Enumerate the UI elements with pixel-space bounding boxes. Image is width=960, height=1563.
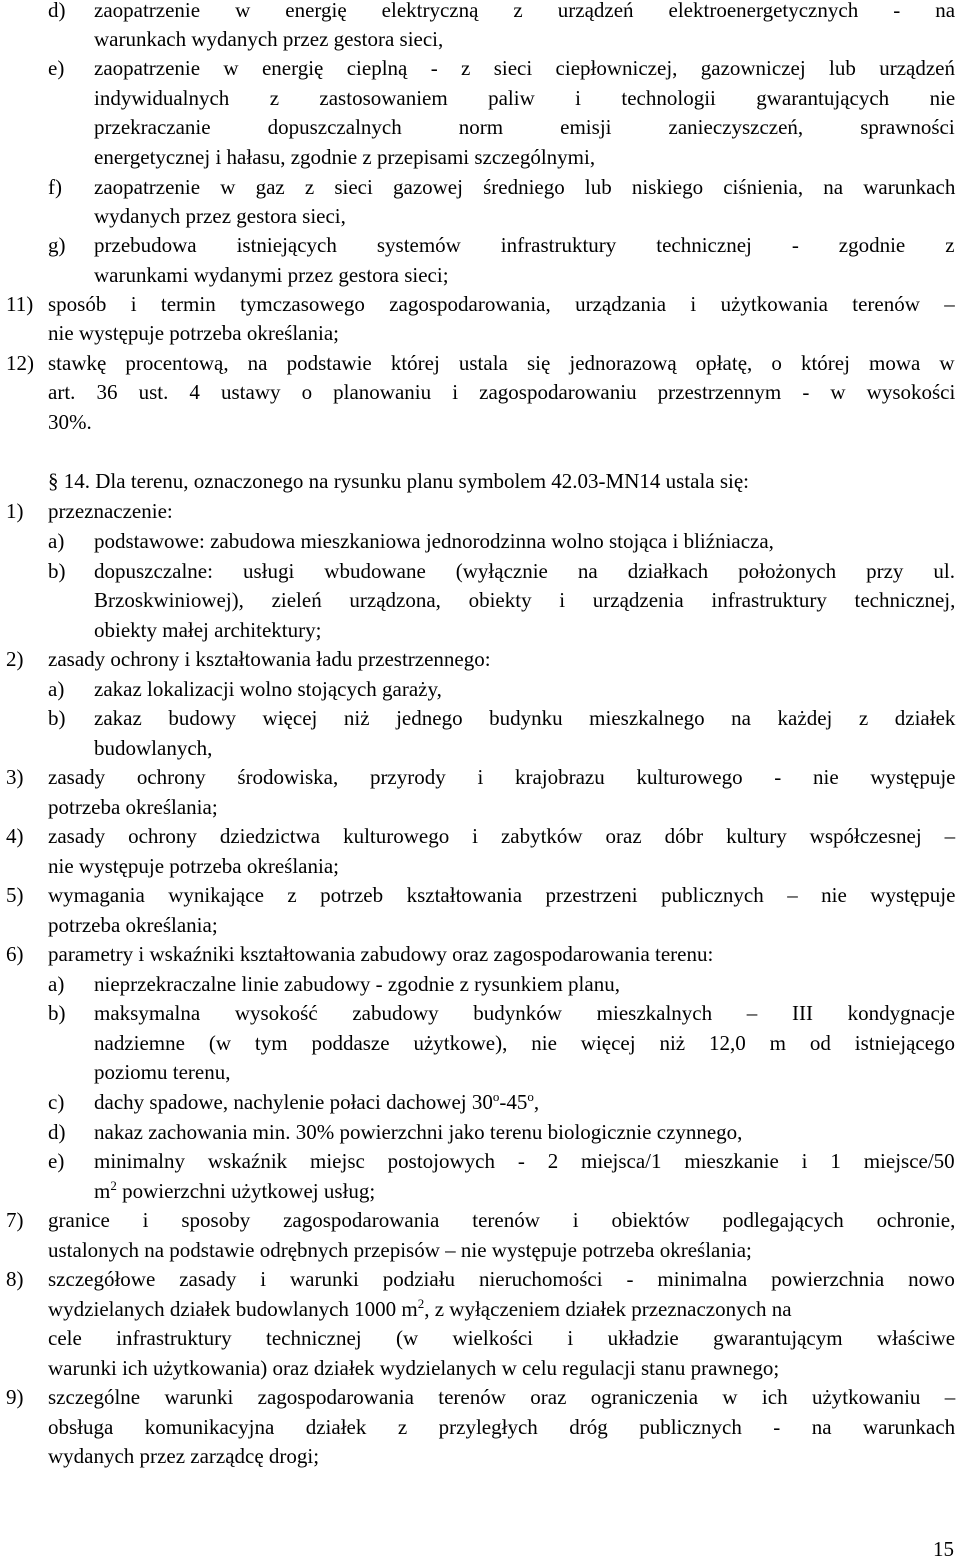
text-line: warunkach wydanych przez gestora sieci, [94, 27, 444, 51]
text-fragment: powierzchni użytkowej usług; [116, 1179, 376, 1203]
item-label: 5) [6, 883, 24, 907]
text-line: stawkę procentową, na podstawie której ustala się jednorazową opłatę, o której mowa w [48, 351, 955, 375]
text-line: nie występuje potrzeba określania; [48, 854, 339, 878]
text-line [94, 1177, 375, 1206]
item-label: b) [48, 1001, 66, 1025]
text-line: 30%. [48, 410, 92, 434]
text-line: potrzeba określania; [48, 795, 218, 819]
text-line: zaopatrzenie w energię elektryczną z urządzeń elektroenergetycznych - na [94, 0, 956, 22]
text-line: zasady ochrony środowiska, przyrody i krajobrazu kulturowego - nie występuje [48, 765, 956, 789]
text-line: szczegółowe zasady i warunki podziału nieruchomości - minimalna powierzchnia nowo [48, 1267, 955, 1291]
item-label: 7) [6, 1208, 24, 1232]
item-label: 4) [6, 824, 24, 848]
text-fragment: , [533, 1090, 540, 1114]
text-line: wymagania wynikające z potrzeb kształtowania przestrzeni publicznych – nie występuje [48, 883, 956, 907]
item-label: 2) [6, 647, 24, 671]
page-number: 15 [933, 1537, 954, 1561]
item-label: 1) [6, 499, 24, 523]
text-line: maksymalna wysokość zabudowy budynków mieszkalnych – III kondygnacje [94, 1001, 955, 1025]
text-line: sposób i termin tymczasowego zagospodarowania, urządzania i użytkowania terenów – [48, 292, 955, 316]
text-line: podstawowe: zabudowa mieszkaniowa jednorodzinna wolno stojąca i bliźniacza, [94, 529, 774, 553]
text-line: energetycznej i hałasu, zgodnie z przepisami szczególnymi, [94, 145, 596, 169]
text-line [94, 1088, 539, 1117]
text-line: minimalny wskaźnik miejsc postojowych - 2 miejsca/1 mieszkanie i 1 miejsce/50 [94, 1149, 955, 1173]
text-line: zaopatrzenie w energię cieplną - z sieci ciepłowniczej, gazowniczej lub urządzeń [94, 56, 955, 80]
text-line: zasady ochrony i kształtowania ładu przestrzennego: [48, 647, 491, 671]
text-line: wydanych przez zarządcę drogi; [48, 1444, 320, 1468]
text-fragment: , z wyłączeniem działek przeznaczonych na [424, 1297, 792, 1321]
text-line: wydanych przez gestora sieci, [94, 204, 346, 228]
degree-superscript: o [527, 1089, 534, 1104]
text-line: nieprzekraczalne linie zabudowy - zgodnie z rysunkiem planu, [94, 972, 620, 996]
text-line: obsługa komunikacyjna działek z przyległych dróg publicznych - na warunkach [48, 1415, 956, 1439]
item-label: e) [48, 1149, 65, 1173]
text-line: cele infrastruktury technicznej (w wielkości i układzie gwarantującym właściwe [48, 1326, 956, 1350]
text-line: obiekty małej architektury; [94, 618, 322, 642]
item-label: 6) [6, 942, 24, 966]
degree-superscript: o [492, 1089, 500, 1104]
item-label: 9) [6, 1385, 24, 1409]
text-line: przebudowa istniejących systemów infrastruktury technicznej - zgodnie z [94, 233, 955, 257]
item-label: b) [48, 559, 66, 583]
item-label: 11) [6, 292, 34, 316]
text-line: poziomu terenu, [94, 1060, 231, 1084]
text-line: art. 36 ust. 4 ustawy o planowaniu i zagospodarowaniu przestrzennym - w wysokości [48, 380, 956, 404]
text-line: ustalonych na podstawie odrębnych przepisów – nie występuje potrzeba określania; [48, 1238, 752, 1262]
item-label: d) [48, 0, 66, 22]
text-line: Brzoskwiniowej), zieleń urządzona, obiekty i urządzenia infrastruktury technicznej, [94, 588, 956, 612]
text-line: granice i sposoby zagospodarowania terenów i obiektów podlegających ochronie, [48, 1208, 956, 1232]
text-fragment: m [94, 1179, 111, 1203]
square-superscript: 2 [417, 1296, 425, 1311]
item-label: b) [48, 706, 66, 730]
text-line: zakaz budowy więcej niż jednego budynku mieszkalnego na każdej z działek [94, 706, 956, 730]
item-label: e) [48, 56, 65, 80]
text-line: indywidualnych z zastosowaniem paliw i technologii gwarantujących nie [94, 86, 956, 110]
text-fragment: wydzielanych działek budowlanych 1000 m [48, 1297, 418, 1321]
item-label: c) [48, 1090, 65, 1114]
item-label: f) [48, 175, 62, 199]
square-superscript: 2 [110, 1178, 117, 1193]
text-line: nadziemne (w tym poddasze użytkowe), nie więcej niż 12,0 m od istniejącego [94, 1031, 956, 1055]
item-label: d) [48, 1120, 66, 1144]
text-fragment: -45 [499, 1090, 528, 1114]
item-label: 8) [6, 1267, 24, 1291]
text-line: szczególne warunki zagospodarowania terenów oraz ograniczenia w ich użytkowaniu – [48, 1385, 956, 1409]
text-line: przekraczanie dopuszczalnych norm emisji zanieczyszczeń, sprawności [94, 115, 955, 139]
text-line: zakaz lokalizacji wolno stojących garaży, [94, 677, 442, 701]
item-label: a) [48, 529, 65, 553]
text-line: nie występuje potrzeba określania; [48, 321, 339, 345]
item-label: 12) [6, 351, 34, 375]
item-label: g) [48, 233, 66, 257]
item-label: 3) [6, 765, 24, 789]
text-line: warunkami wydanymi przez gestora sieci; [94, 263, 449, 287]
text-line: dopuszczalne: usługi wbudowane (wyłącznie na działkach położonych przy ul. [94, 559, 956, 583]
text-line: przeznaczenie: [48, 499, 173, 523]
text-line: warunki ich użytkowania) oraz działek wydzielanych w celu regulacji stanu prawnego; [48, 1356, 780, 1380]
text-fragment: dachy spadowe, nachylenie połaci dachowej 30 [94, 1090, 493, 1114]
section-heading: § 14. Dla terenu, oznaczonego na rysunku planu symbolem 42.03-MN14 ustala się: [48, 469, 750, 493]
text-line: nakaz zachowania min. 30% powierzchni jako terenu biologicznie czynnego, [94, 1120, 743, 1144]
text-line: potrzeba określania; [48, 913, 218, 937]
text-line [48, 1295, 792, 1324]
text-line: parametry i wskaźniki kształtowania zabudowy oraz zagospodarowania terenu: [48, 942, 714, 966]
text-line: zasady ochrony dziedzictwa kulturowego i zabytków oraz dóbr kultury współczesnej – [48, 824, 956, 848]
text-line: zaopatrzenie w gaz z sieci gazowej średniego lub niskiego ciśnienia, na warunkach [94, 175, 956, 199]
item-label: a) [48, 677, 65, 701]
item-label: a) [48, 972, 65, 996]
text-line: budowlanych, [94, 736, 213, 760]
